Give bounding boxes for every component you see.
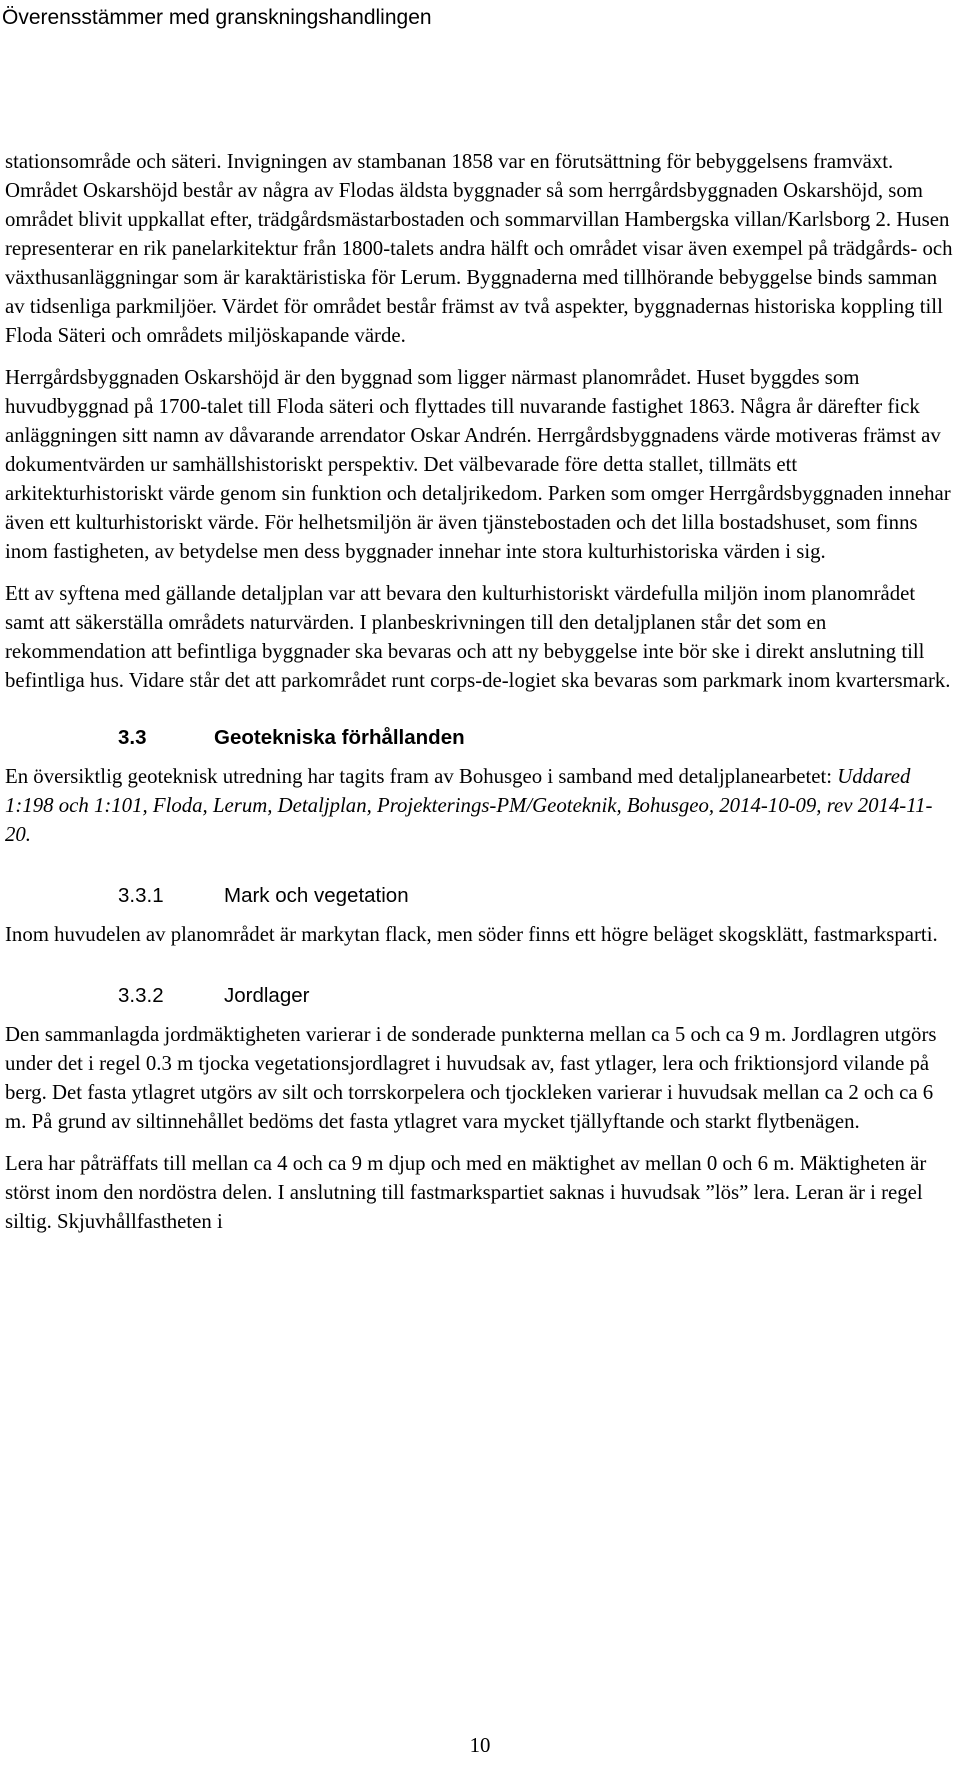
section-heading-3-3 [5,723,953,752]
paragraph-geoteknisk-utredning [5,762,953,849]
section-heading-3-3-2 [5,981,953,1010]
paragraph-mark-och-vegetation: Inom huvudelen av planområdet är markytan flack, men söder finns ett högre beläget skogsklätt, fastmarksparti. [5,923,938,946]
section-title: Mark och vegetation [224,884,409,907]
paragraph-jordmaktighet: Den sammanlagda jordmäktigheten varierar i de sonderade punkterna mellan ca 5 och ca 9 m. Jordlagren utgörs under det i regel 0.3 m tjocka vegetationsjordlagret i huvudsak av, fast ytlager, lera och friktionsjord vilande på berg. Det fasta ytlagret utgörs av silt och torrskorpelera och tjockleken varierar i huvudsak mellan ca 2 och ca 6 m. På grund av siltinnehållet bedöms det fasta ytlagret vara mycket tjällyftande och starkt flytbenägen. [5,1023,937,1133]
paragraph-intro-text: En översiktlig geoteknisk utredning har tagits fram av Bohusgeo i samband med detaljplanearbetet: [5,765,838,788]
document-body [5,147,953,1249]
section-title: Geotekniska förhållanden [214,726,465,749]
paragraph-detaljplan-syfte: Ett av syftena med gällande detaljplan var att bevara den kulturhistoriskt värdefulla miljön inom planområdet samt att säkerställa områdets naturvärden. I planbeskrivningen till den detaljplanen står det som en rekommendation att befintliga byggnader ska bevaras och att ny bebyggelse inte bör ske i direkt anslutning till befintliga hus. Vidare står det att parkområdet runt corps-de-logiet ska bevaras som parkmark inom kvartersmark. [5,582,951,692]
section-heading-3-3-1 [5,881,953,910]
section-number: 3.3 [118,726,147,749]
section-number: 3.3.2 [118,984,164,1007]
section-title: Jordlager [224,984,310,1007]
section-number: 3.3.1 [118,884,164,907]
document-header: Överensstämmer med granskningshandlingen [2,6,432,29]
paragraph-oskarshojd-area: stationsområde och säteri. Invigningen av stambanan 1858 var en förutsättning för bebyggelsens framväxt. Området Oskarshöjd består av några av Flodas äldsta byggnader så som herrgårdsbyggnaden Oskarshöjd, som området blivit uppkallat efter, trädgårdsmästarbostaden och sommarvillan Hambergska villan/Karlsborg 2. Husen representerar en rik panelarkitektur från 1800-talets andra hälft och området visar även exempel på trädgårds- och växthusanläggningar som är karaktäristiska för Lerum. Byggnaderna med tillhörande bebyggelse binds samman av tidsenliga parkmiljöer. Värdet för området består främst av två aspekter, byggnadernas historiska koppling till Floda Säteri och områdets miljöskapande värde. [5,150,953,347]
paragraph-herrgardsbyggnaden: Herrgårdsbyggnaden Oskarshöjd är den byggnad som ligger närmast planområdet. Huset byggdes som huvudbyggnad på 1700-talet till Floda säteri och flyttades till nuvarande fastighet 1863. Några år därefter fick anläggningen sitt namn av dåvarande arrendator Oskar Andrén. Herrgårdsbyggnadens värde motiveras främst av dokumentvärden ur samhällshistoriskt perspektiv. Det välbevarade före detta stallet, tillmäts ett arkitekturhistoriskt värde genom sin funktion och detaljrikedom. Parken som omger Herrgårdsbyggnaden innehar även ett kulturhistoriskt värde. För helhetsmiljön är även tjänstebostaden och det lilla bostadshuset, som finns inom fastigheten, av betydelse men dess byggnader innehar inte stora kulturhistoriska värden i sig. [5,366,951,563]
report-reference: Uddared 1:198 och 1:101, Floda, Lerum, Detaljplan, Projekterings-PM/Geoteknik, Bohusgeo, 2014-10-09, rev 2014-11-20. [5,765,933,846]
page-number: 10 [469,1734,491,1757]
paragraph-lera: Lera har påträffats till mellan ca 4 och ca 9 m djup och med en mäktighet av mellan 0 och 6 m. Mäktigheten är störst inom den nordöstra delen. I anslutning till fastmarkspartiet saknas i huvudsak ”lös” lera. Leran är i regel siltig. Skjuvhållfastheten i [5,1152,927,1233]
